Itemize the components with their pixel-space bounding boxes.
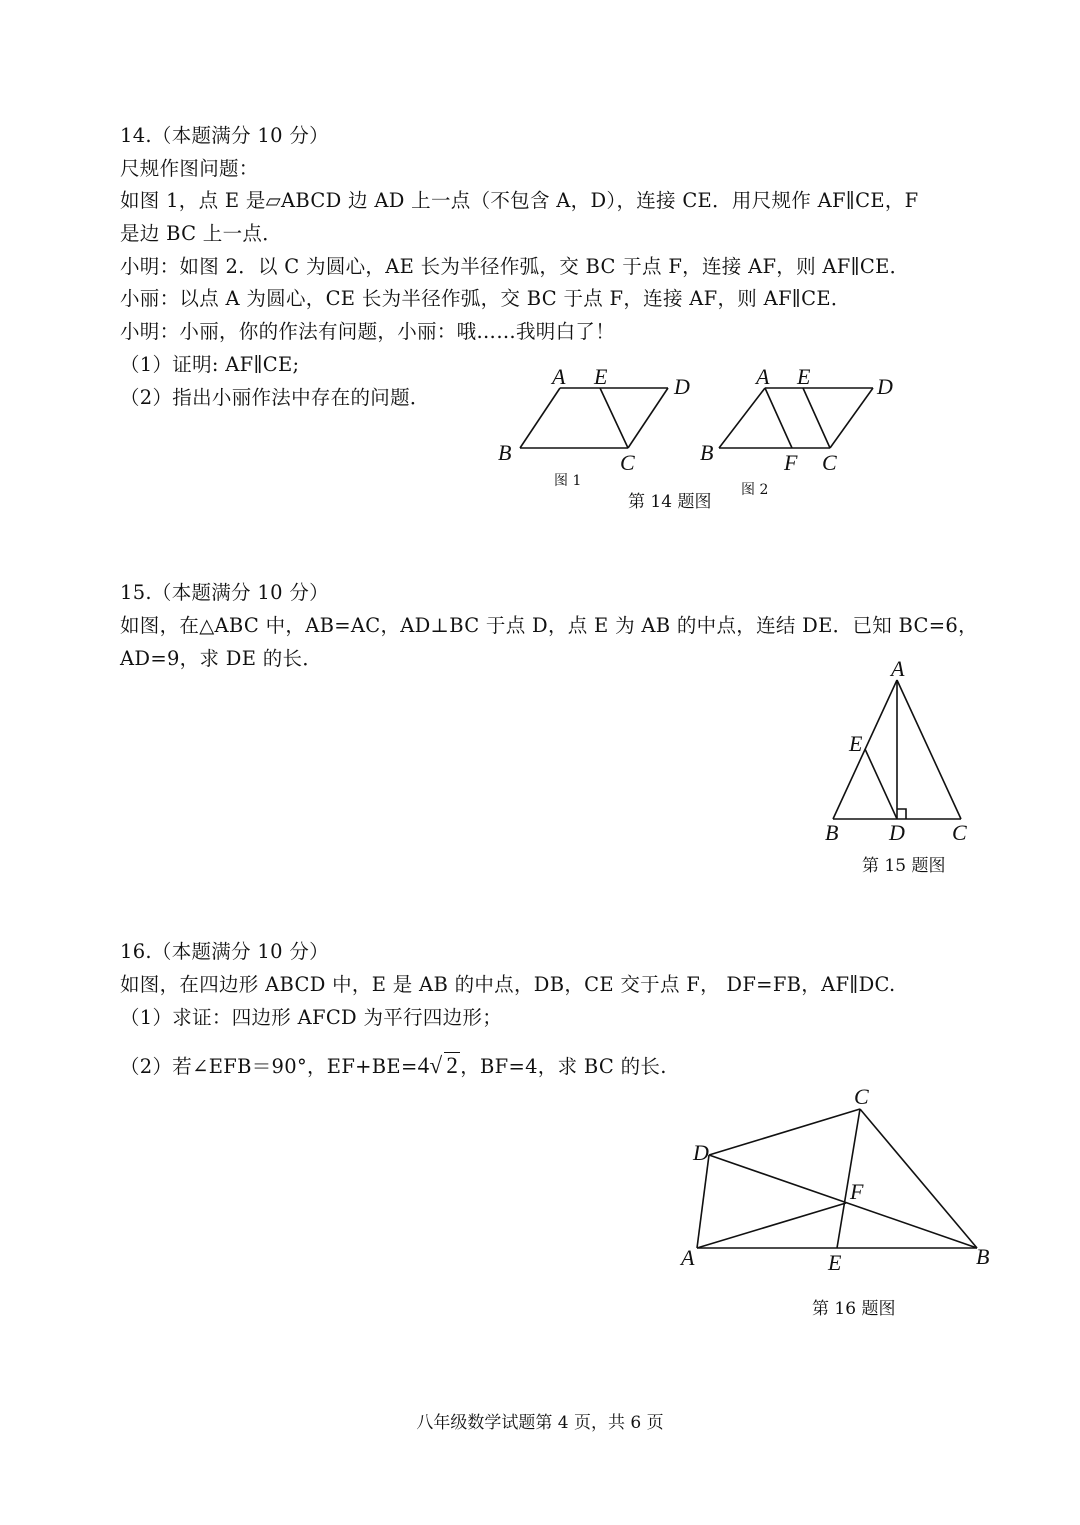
- q15-right-angle-mark: [897, 809, 906, 819]
- sqrt-icon: √: [429, 1053, 443, 1078]
- q14-fig2-label-d: D: [877, 374, 893, 399]
- q15-label-b: B: [825, 820, 839, 845]
- q16-part1: （1）求证：四边形 AFCD 为平行四边形；: [120, 1006, 503, 1029]
- q16-segment-ad: [697, 1155, 709, 1248]
- q15-header: 15.（本题满分 10 分）: [120, 581, 329, 604]
- q16-label-b: B: [976, 1244, 990, 1269]
- q14-fig2-caption: 图 2: [741, 482, 769, 498]
- q16-sqrt-expression: [418, 1054, 461, 1078]
- q15-statement-line1: 如图，在△ABC 中，AB=AC，AD⊥BC 于点 D，点 E 为 AB 的中点，连结 DE．已知 BC=6，: [120, 614, 978, 637]
- q14-fig2-segment-ec: [803, 388, 830, 448]
- q16-label-c: C: [854, 1084, 869, 1109]
- q14-fig2-label-c: C: [822, 450, 837, 475]
- q16-label-f: F: [850, 1179, 864, 1204]
- q14-fig1-label-c: C: [620, 450, 635, 475]
- q14-part2: （2）指出小丽作法中存在的问题．: [120, 386, 430, 409]
- page-footer: 八年级数学试题第 4 页，共 6 页: [416, 1413, 664, 1433]
- q16-part2-prefix: （2）若∠EFB＝90°，EF+BE=: [120, 1055, 418, 1078]
- q16-header: 16.（本题满分 10 分）: [120, 940, 329, 963]
- q14-fig1-segment-ec: [600, 388, 628, 448]
- q16-label-d: D: [693, 1140, 709, 1165]
- q16-segment-af: [697, 1203, 846, 1248]
- q14-statement-line2: 是边 BC 上一点．: [120, 222, 283, 245]
- q14-dialogue: 小明：小丽，你的作法有问题，小丽：哦……我明白了！: [120, 320, 616, 343]
- q16-segment-dc: [709, 1109, 860, 1155]
- q16-figure: [672, 1078, 1002, 1278]
- q14-fig2-label-e: E: [797, 364, 811, 389]
- q16-sqrt-coefficient: 4: [417, 1053, 430, 1078]
- q16-label-e: E: [828, 1250, 842, 1275]
- q14-header: 14.（本题满分 10 分）: [120, 124, 329, 147]
- q14-figure-caption: 第 14 题图: [628, 492, 712, 512]
- q14-topic: 尺规作图问题：: [120, 157, 259, 180]
- q14-fig1-label-b: B: [498, 440, 512, 465]
- q16-figure-caption: 第 16 题图: [812, 1299, 896, 1319]
- q15-label-a: A: [891, 656, 905, 681]
- q16-statement-line1: 如图，在四边形 ABCD 中，E 是 AB 的中点，DB，CE 交于点 F， DF=FB，AF∥DC.: [120, 973, 896, 996]
- q14-fig1-label-e: E: [594, 364, 608, 389]
- q14-statement-line1: 如图 1，点 E 是▱ABCD 边 AD 上一点（不包含 A，D），连接 CE．用尺规作 AF∥CE，F: [120, 189, 919, 212]
- q16-part2: [120, 1054, 667, 1079]
- q15-segment-ac: [897, 680, 961, 819]
- q14-part1: （1）证明: AF∥CE;: [120, 353, 300, 376]
- q14-fig1-segment-dc: [628, 388, 668, 448]
- q14-figure-2: [695, 360, 920, 500]
- q14-fig1-label-a: A: [552, 364, 566, 389]
- q14-fig2-label-f: F: [784, 450, 798, 475]
- q15-figure: [815, 652, 1005, 847]
- q14-fig2-label-b: B: [700, 440, 714, 465]
- q15-segment-de: [865, 749, 897, 819]
- q14-fig2-segment-af: [765, 388, 792, 448]
- q14-fig1-segment-ab: [520, 388, 560, 448]
- q15-label-c: C: [952, 820, 967, 845]
- q14-fig1-label-d: D: [674, 374, 690, 399]
- q14-fig1-caption: 图 1: [554, 473, 582, 489]
- q14-fig2-segment-dc: [830, 388, 873, 448]
- q16-segment-db: [709, 1155, 977, 1248]
- q15-label-d: D: [889, 820, 905, 845]
- q16-part2-suffix: ，BF=4，求 BC 的长.: [460, 1055, 667, 1078]
- q15-figure-caption: 第 15 题图: [862, 856, 946, 876]
- q14-fig2-label-a: A: [756, 364, 770, 389]
- q16-label-a: A: [681, 1245, 695, 1270]
- q14-xiaoli-method: 小丽：以点 A 为圆心，CE 长为半径作弧，交 BC 于点 F，连接 AF，则 AF∥CE．: [120, 287, 851, 310]
- q14-fig2-segment-ab: [719, 388, 765, 448]
- q15-statement-line2: AD=9，求 DE 的长．: [120, 647, 323, 670]
- q14-figure-1: [490, 360, 710, 495]
- q14-xiaoming-method: 小明：如图 2．以 C 为圆心，AE 长为半径作弧，交 BC 于点 F，连接 AF，则 AF∥CE．: [120, 255, 910, 278]
- q15-label-e: E: [849, 731, 863, 756]
- q16-sqrt-radicand: 2: [446, 1053, 459, 1078]
